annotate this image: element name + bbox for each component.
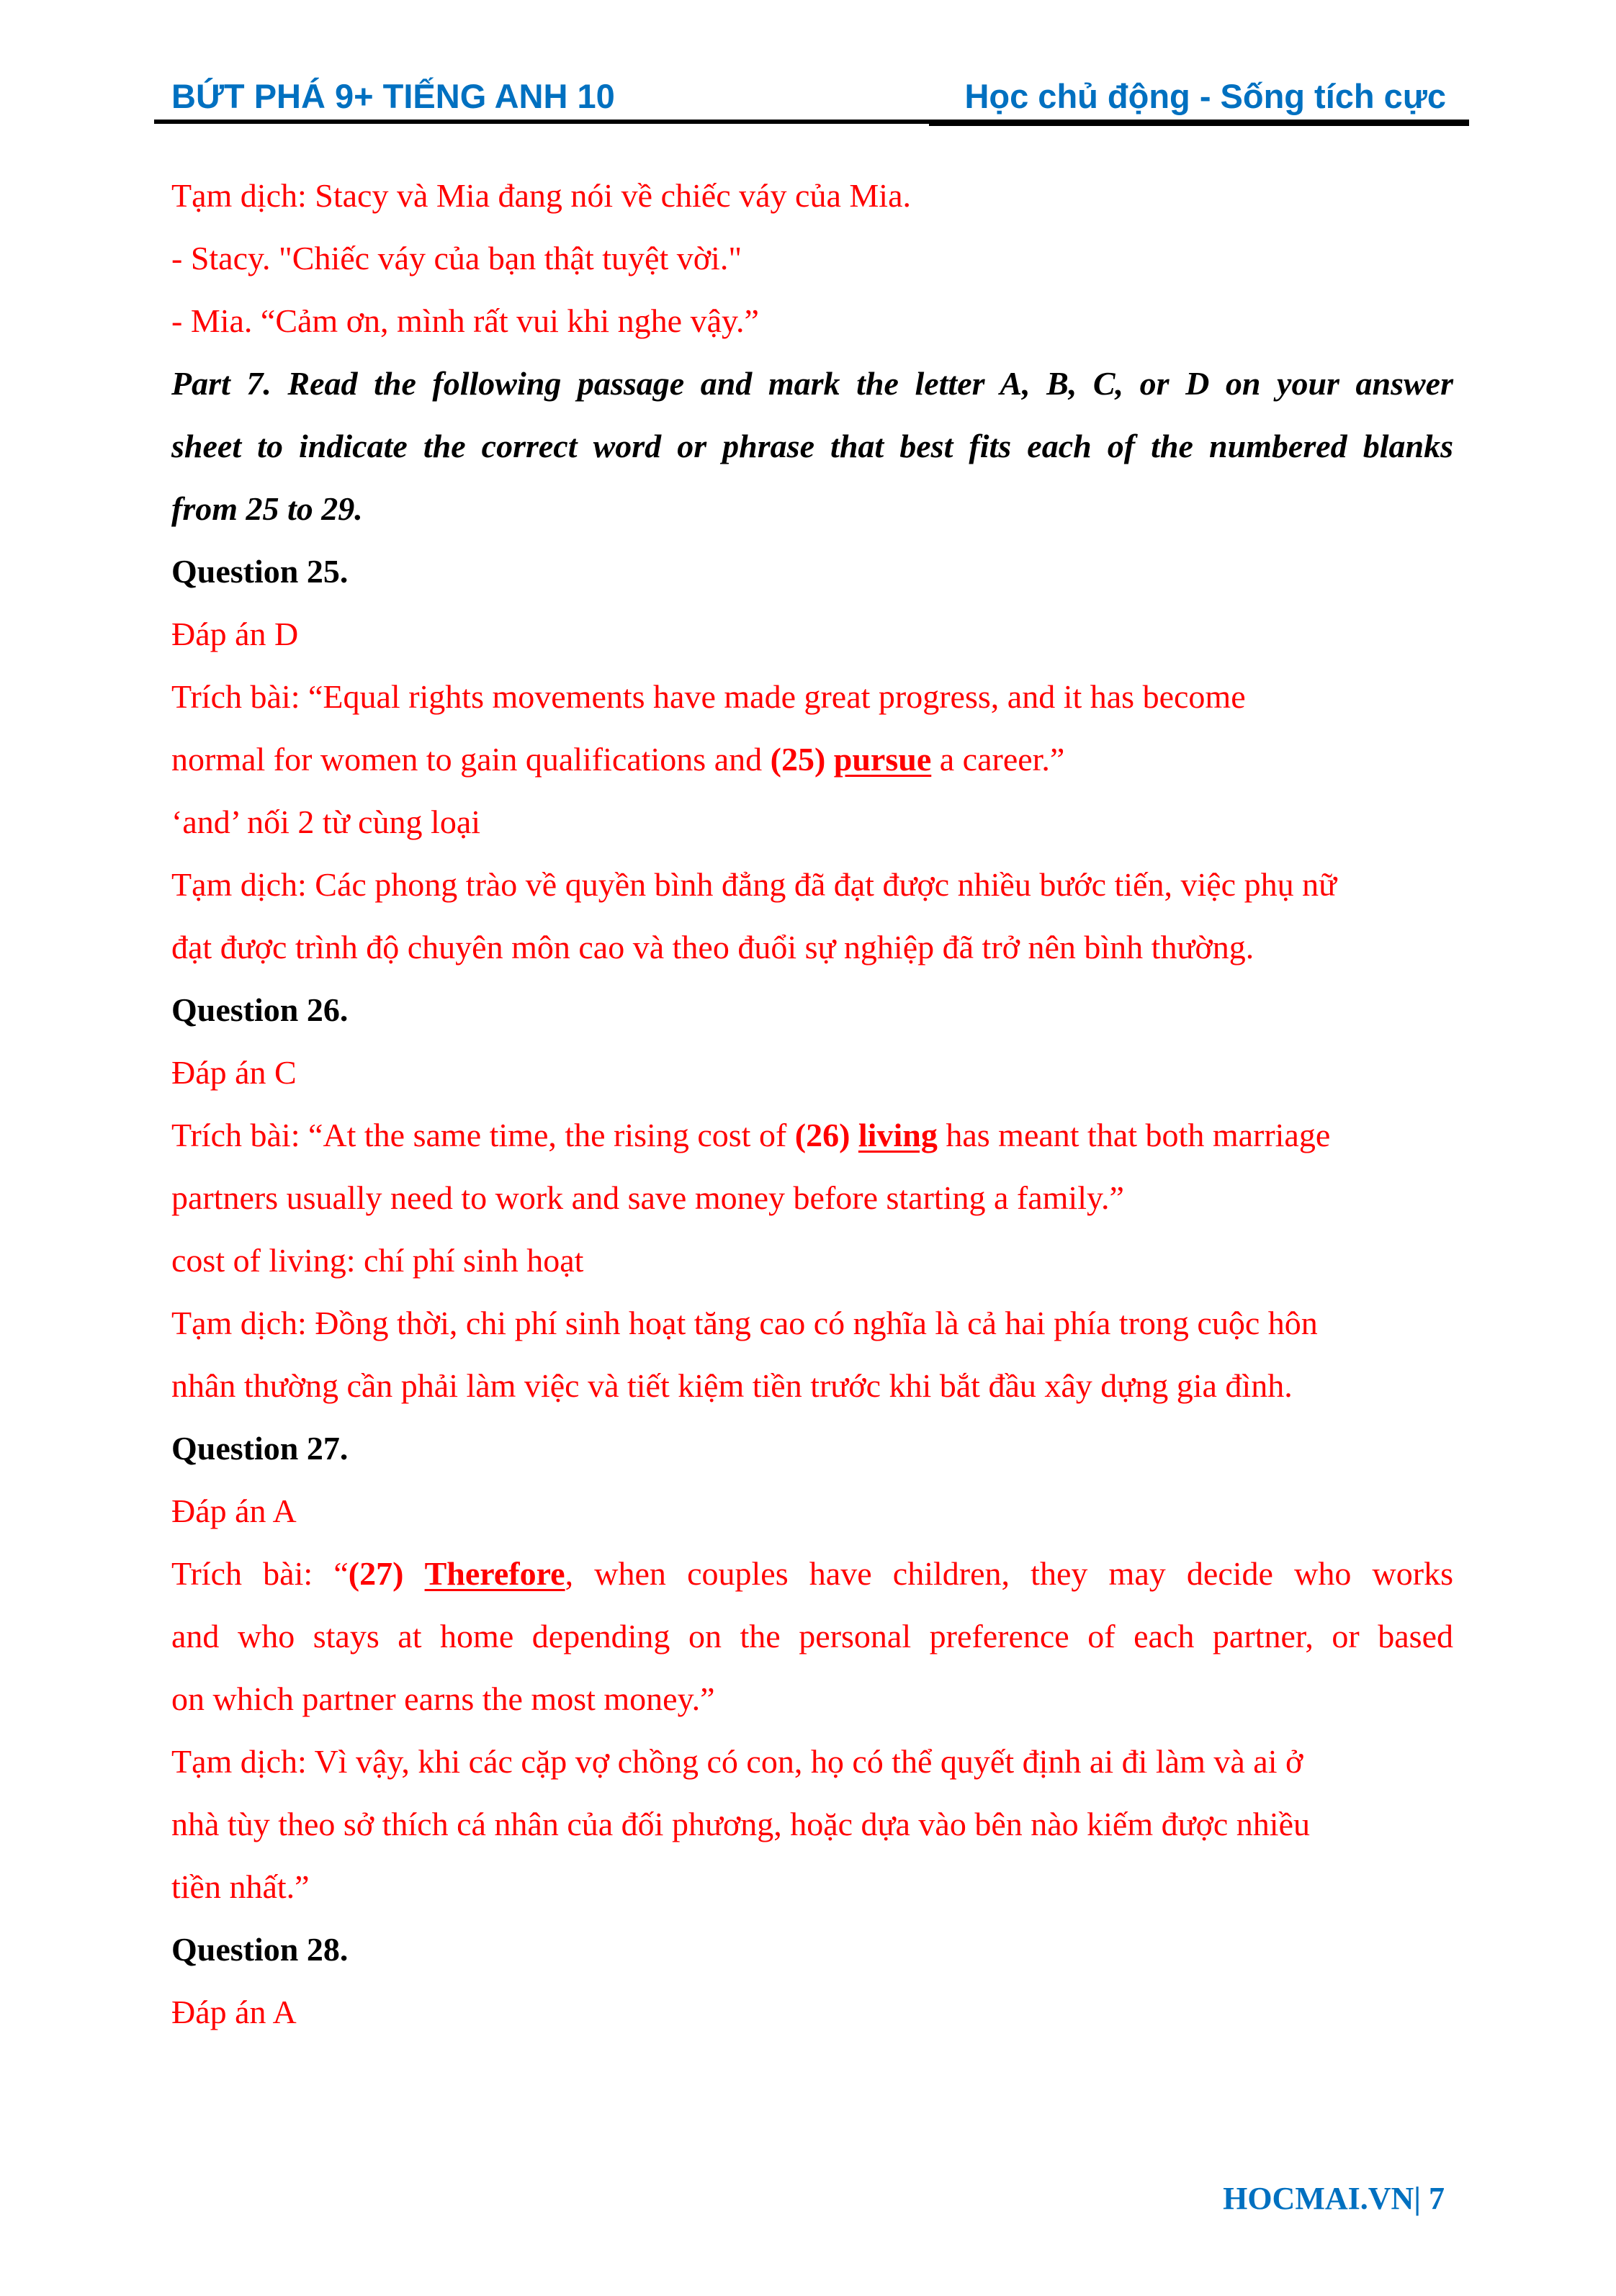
blank-number: (25): [770, 741, 826, 778]
header-slogan: Học chủ động - Sống tích cực: [964, 77, 1446, 115]
answer-key: Đáp án D: [171, 616, 299, 652]
part-instruction-line: Part 7. Read the following passage and mark the letter A, B, C, or D on your answer: [171, 365, 1453, 402]
excerpt-line: Trích bài: “Equal rights movements have made great progress, and it has become: [171, 678, 1246, 715]
document-body: [171, 164, 1453, 2043]
translation-line: đạt được trình độ chuyên môn cao và theo đuổi sự nghiệp đã trở nên bình thường.: [171, 929, 1254, 965]
answer-key: Đáp án C: [171, 1054, 297, 1091]
header-course-title: BỨT PHÁ 9+ TIẾNG ANH 10: [171, 77, 615, 115]
intro-dialogue-line: - Mia. “Cảm ơn, mình rất vui khi nghe vậy.”: [171, 302, 759, 339]
answer-word: living: [858, 1117, 938, 1153]
page-footer: HOCMAI.VN| 7: [1223, 2181, 1445, 2216]
excerpt-line: and who stays at home depending on the personal preference of each partner, or based: [171, 1618, 1453, 1655]
excerpt-text: Trích bài: “At the same time, the rising cost of: [171, 1117, 795, 1153]
translation-line: nhà tùy theo sở thích cá nhân của đối phương, hoặc dựa vào bên nào kiếm được nhiều: [171, 1806, 1311, 1842]
answer-word: Therefore: [424, 1555, 565, 1592]
part-instruction-line: from 25 to 29.: [171, 490, 363, 527]
answer-key: Đáp án A: [171, 1493, 297, 1529]
translation-line: nhân thường cần phải làm việc và tiết kiệm tiền trước khi bắt đầu xây dựng gia đình.: [171, 1367, 1293, 1404]
blank-number: (27): [348, 1555, 404, 1592]
question-title: Question 26.: [171, 991, 349, 1028]
excerpt-line: [171, 1542, 1453, 1605]
excerpt-text: normal for women to gain qualifications and: [171, 741, 771, 778]
excerpt-text: has meant that both marriage: [937, 1117, 1331, 1153]
excerpt-text: , when couples have children, they may decide who works: [565, 1555, 1453, 1592]
answer-key: Đáp án A: [171, 1994, 297, 2030]
question-title: Question 25.: [171, 553, 349, 590]
blank-number: (26): [794, 1117, 850, 1153]
translation-line: Tạm dịch: Đồng thời, chi phí sinh hoạt tăng cao có nghĩa là cả hai phía trong cuộc hôn: [171, 1305, 1318, 1341]
answer-word: pursue: [833, 741, 932, 778]
translation-line: Tạm dịch: Vì vậy, khi các cặp vợ chồng có con, họ có thể quyết định ai đi làm và ai ở: [171, 1743, 1303, 1780]
part-instruction-line: sheet to indicate the correct word or phrase that best fits each of the numbered blanks: [171, 428, 1453, 464]
intro-translation: Tạm dịch: Stacy và Mia đang nói về chiếc váy của Mia.: [171, 177, 911, 214]
excerpt-line: [171, 1104, 1453, 1166]
excerpt-text: a career.”: [931, 741, 1065, 778]
excerpt-line: on which partner earns the most money.”: [171, 1680, 715, 1717]
question-title: Question 28.: [171, 1931, 349, 1968]
translation-line: Tạm dịch: Các phong trào về quyền bình đẳng đã đạt được nhiều bước tiến, việc phụ nữ: [171, 866, 1337, 903]
grammar-note: cost of living: chí phí sinh hoạt: [171, 1242, 584, 1279]
intro-dialogue-line: - Stacy. "Chiếc váy của bạn thật tuyệt vời.": [171, 240, 742, 276]
excerpt-line: partners usually need to work and save money before starting a family.”: [171, 1179, 1124, 1216]
translation-line: tiền nhất.”: [171, 1868, 310, 1905]
excerpt-text: Trích bài: “: [171, 1555, 349, 1592]
header-accent-line: [929, 124, 1469, 126]
question-title: Question 27.: [171, 1430, 349, 1467]
excerpt-line: [171, 728, 1453, 791]
page-header: [154, 72, 1469, 124]
grammar-note: ‘and’ nối 2 từ cùng loại: [171, 803, 481, 840]
